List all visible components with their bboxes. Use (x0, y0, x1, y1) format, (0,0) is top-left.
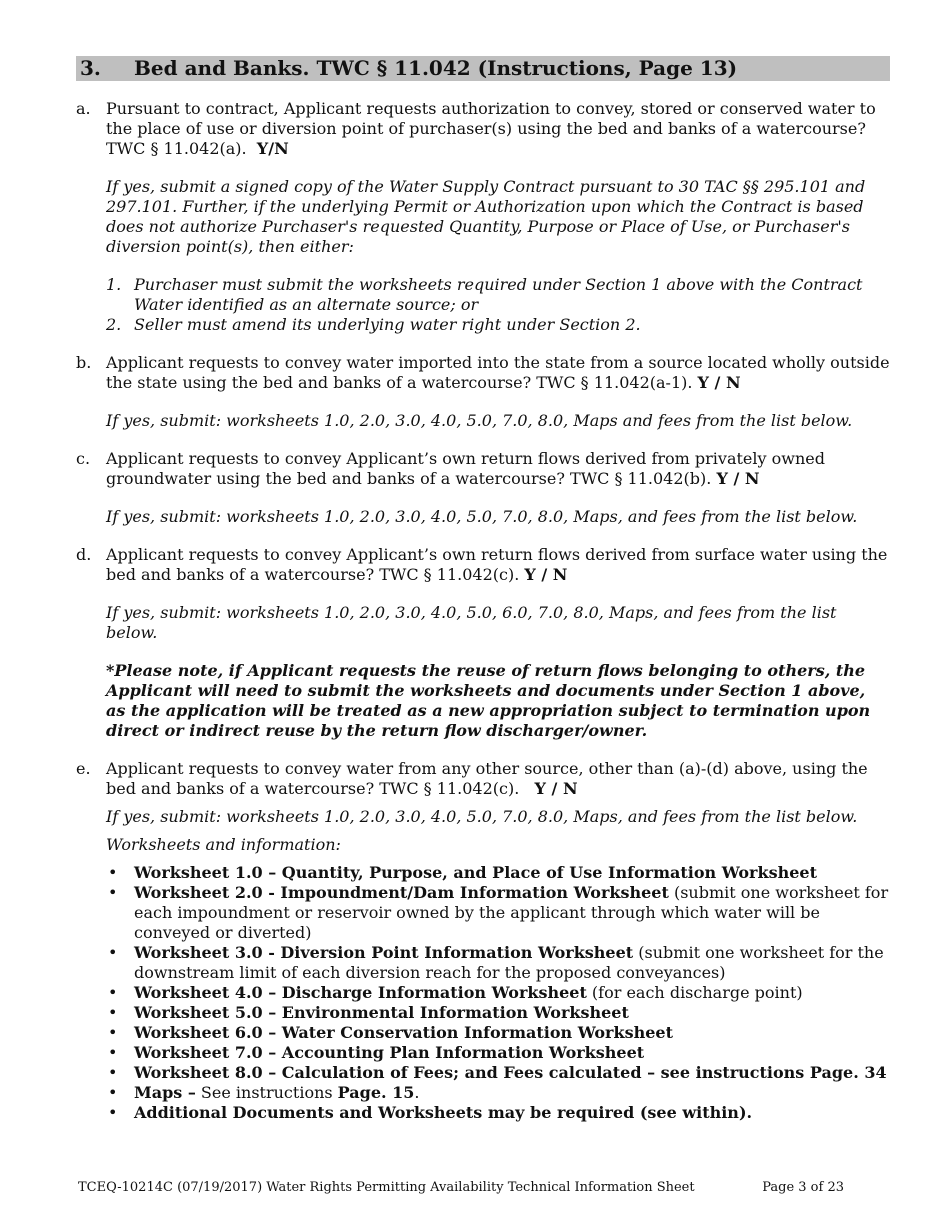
worksheet-note: (submit one worksheet for each impoundment or reservoir owned by the applicant through which water will be conveyed or diverted) (134, 883, 889, 942)
instruction-text: If yes, submit: worksheets 1.0, 2.0, 3.0, 4.0, 5.0, 7.0, 8.0, Maps, and fees from the list below. (106, 807, 858, 826)
worksheet-note: (submit one worksheet for the downstream limit of each diversion reach for the proposed conveyances) (134, 943, 884, 982)
list-item (106, 943, 890, 983)
bullet-icon: • (108, 863, 118, 882)
worksheet-title: Worksheet 4.0 – Discharge Information Worksheet (134, 983, 587, 1002)
bullet-icon: • (108, 1043, 118, 1062)
instruction-text: If yes, submit: worksheets 1.0, 2.0, 3.0, 4.0, 5.0, 6.0, 7.0, 8.0, Maps, and fees from the list below. (106, 603, 837, 642)
list-item (106, 983, 890, 1003)
worksheet-title: Worksheet 1.0 – Quantity, Purpose, and Place of Use Information Worksheet (134, 863, 817, 882)
worksheets-label: Worksheets and information: (106, 835, 341, 854)
list-item (106, 1043, 890, 1063)
option-number: 1. (106, 275, 122, 294)
worksheet-note: (for each discharge point) (586, 983, 803, 1002)
section-heading (76, 56, 890, 81)
option-list (106, 275, 890, 335)
section-title: Bed and Banks. TWC § 11.042 (Instructions, Page 13) (134, 56, 738, 80)
option-text: Purchaser must submit the worksheets required under Section 1 above with the Contract Water identified as an alternate source; or (134, 275, 863, 314)
bullet-icon: • (108, 983, 118, 1002)
worksheet-title: Worksheet 7.0 – Accounting Plan Information Worksheet (134, 1043, 645, 1062)
item-marker: c. (76, 449, 91, 468)
yes-no-choice[interactable]: Y / N (716, 469, 760, 488)
maps-page-ref: Page. 15 (337, 1083, 415, 1102)
question-c (76, 449, 890, 489)
question-text: Applicant requests to convey water from any other source, other than (a)-(d) above, using the bed and banks of a watercourse? TWC § 11.042(c). (106, 759, 868, 798)
worksheet-list (106, 863, 890, 1123)
question-text: Applicant requests to convey Applicant’s own return flows derived from surface water using the bed and banks of a watercourse? TWC § 11.042(c). (106, 545, 888, 584)
form-id: TCEQ-10214C (07/19/2017) Water Rights Permitting Availability Technical Information Sheet (78, 1180, 695, 1195)
section-number: 3. (80, 56, 101, 80)
instruction-text: If yes, submit a signed copy of the Water Supply Contract pursuant to 30 TAC §§ 295.101 and 297.101. Further, if the underlying Permit or Authorization upon which the Contract is based does not authorize Purchaser's requested Quantity, Purpose or Place of Use, or Purchaser's diversion point(s), then either: (106, 177, 866, 256)
item-marker: a. (76, 99, 91, 118)
page-number: Page 3 of 23 (762, 1180, 844, 1195)
question-b (76, 353, 890, 393)
maps-title: Maps – (134, 1083, 196, 1102)
list-item (106, 315, 890, 335)
worksheet-title: Worksheet 2.0 - Impoundment/Dam Information Worksheet (134, 883, 669, 902)
maps-note: See instructions (195, 1083, 338, 1102)
option-text: Seller must amend its underlying water right under Section 2. (134, 315, 641, 334)
list-item (106, 1083, 890, 1103)
bullet-icon: • (108, 943, 118, 962)
item-marker: e. (76, 759, 91, 778)
bullet-icon: • (108, 1023, 118, 1042)
additional-docs-note: Additional Documents and Worksheets may be required (see within). (134, 1103, 753, 1122)
yes-no-choice[interactable]: Y/N (256, 139, 289, 158)
item-marker: d. (76, 545, 92, 564)
section-body (76, 99, 890, 1123)
option-number: 2. (106, 315, 122, 334)
question-text: Applicant requests to convey water imported into the state from a source located wholly outside the state using the bed and banks of a watercourse? TWC § 11.042(a-1). (106, 353, 890, 392)
list-item (106, 275, 890, 315)
bullet-icon: • (108, 1063, 118, 1082)
worksheet-title: Worksheet 8.0 – Calculation of Fees; and Fees calculated – see instructions Page. 34 (134, 1063, 887, 1082)
bullet-icon: • (108, 1003, 118, 1022)
list-item (106, 863, 890, 883)
list-item (106, 883, 890, 943)
list-item (106, 1103, 890, 1123)
maps-end: . (414, 1083, 420, 1102)
worksheet-title: Worksheet 5.0 – Environmental Information Worksheet (134, 1003, 629, 1022)
question-text: Applicant requests to convey Applicant’s own return flows derived from privately owned groundwater using the bed and banks of a watercourse? TWC § 11.042(b). (106, 449, 825, 488)
item-marker: b. (76, 353, 92, 372)
bullet-icon: • (108, 1083, 118, 1102)
reuse-note: *Please note, if Applicant requests the reuse of return flows belonging to others, the Applicant will need to submit the worksheets and documents under Section 1 above, as the application will be treated as a new appropriation subject to termination upon direct or indirect reuse by the return flow discharger/owner. (106, 661, 871, 740)
worksheet-title: Worksheet 3.0 - Diversion Point Information Worksheet (134, 943, 634, 962)
list-item (106, 1023, 890, 1043)
bullet-icon: • (108, 883, 118, 902)
bullet-icon: • (108, 1103, 118, 1122)
list-item (106, 1003, 890, 1023)
question-d (76, 545, 890, 585)
instruction-text: If yes, submit: worksheets 1.0, 2.0, 3.0, 4.0, 5.0, 7.0, 8.0, Maps, and fees from the list below. (106, 507, 858, 526)
question-e (76, 759, 890, 799)
yes-no-choice[interactable]: Y / N (524, 565, 568, 584)
instruction-text: If yes, submit: worksheets 1.0, 2.0, 3.0, 4.0, 5.0, 7.0, 8.0, Maps and fees from the list below. (106, 411, 853, 430)
question-text: Pursuant to contract, Applicant requests authorization to convey, stored or conserved water to the place of use or diversion point of purchaser(s) using the bed and banks of a watercourse? TWC § 11.042(a). (106, 99, 876, 158)
page-footer (78, 1180, 844, 1196)
yes-no-choice[interactable]: Y / N (534, 779, 578, 798)
worksheet-title: Worksheet 6.0 – Water Conservation Information Worksheet (134, 1023, 673, 1042)
yes-no-choice[interactable]: Y / N (697, 373, 741, 392)
question-a (76, 99, 890, 159)
list-item (106, 1063, 890, 1083)
